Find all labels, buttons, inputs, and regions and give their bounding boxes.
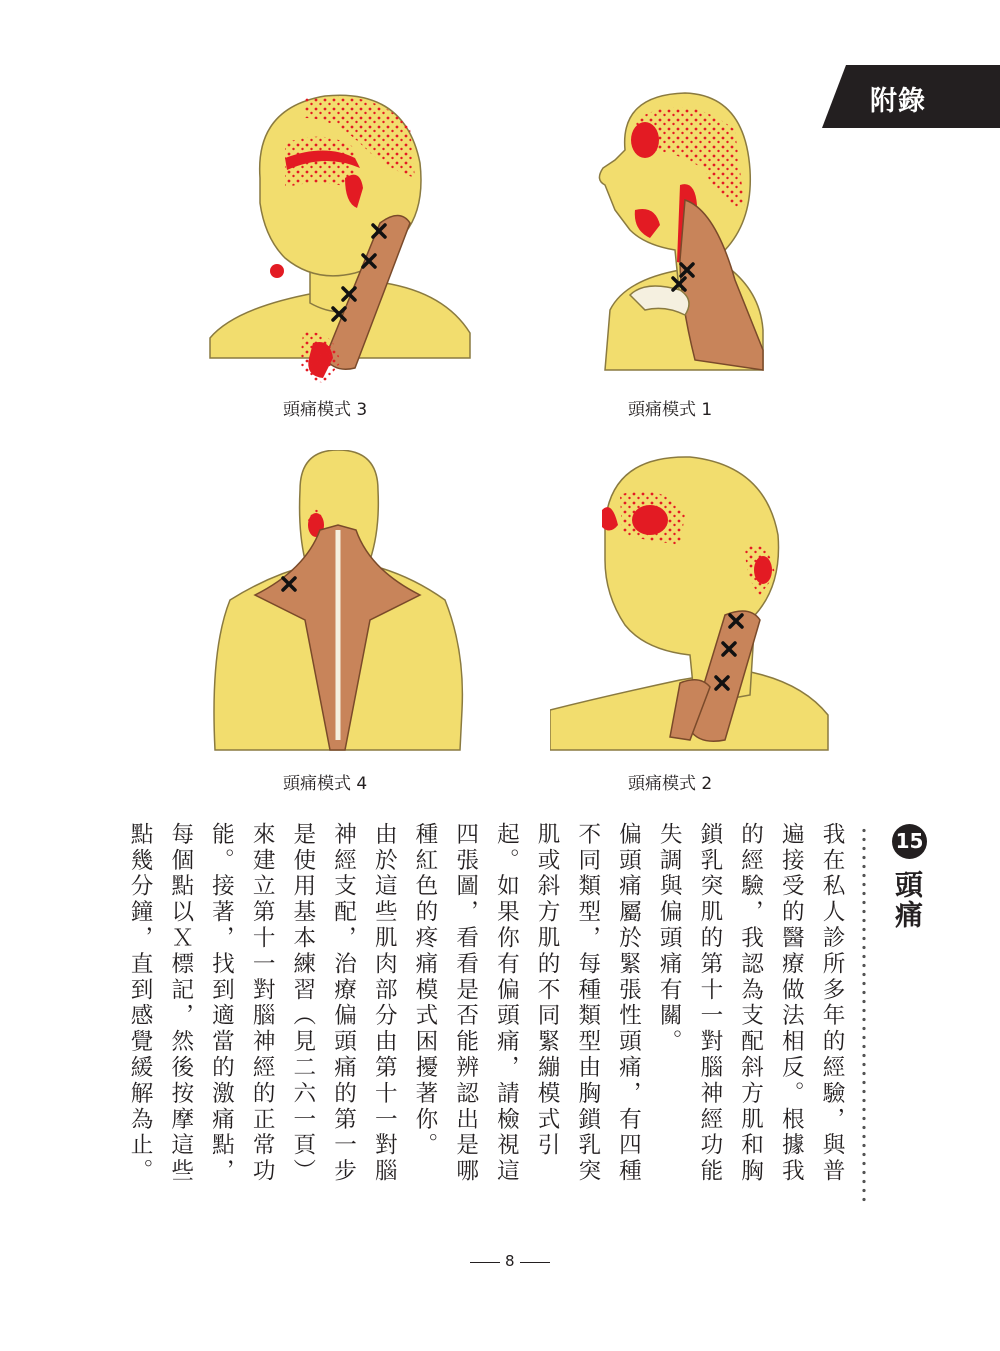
section-title: 頭痛 [891, 870, 924, 930]
appendix-tab [822, 65, 1000, 128]
figure-caption-pattern-1: 頭痛模式 1 [628, 400, 713, 420]
paragraph-1: 我在私人診所多年的經驗，與普遍接受的醫療做法相反。根據我的經驗，我認為支配斜方肌和胸鎖乳突肌的第十一對腦神經功能失調與偏頭痛有關。 [656, 822, 845, 1185]
headache-pattern-3-illustration [205, 88, 475, 383]
page-number-rule-left [470, 1262, 500, 1263]
dotted-divider [862, 826, 866, 1204]
figure-caption-pattern-4: 頭痛模式 4 [283, 774, 368, 794]
headache-pattern-4-illustration [210, 450, 465, 755]
paragraph-3: 由於這些肌肉部分由第十一對腦神經支配，治療偏頭痛的第一步是使用基本練習（見二六一頁）來建立第十一對腦神經的正常功能。接著，找到適當的激痛點，每個點以Ｘ標記，然後按摩這些點幾分鐘，直到感覺緩解為止。 [127, 822, 398, 1185]
figure-caption-pattern-3: 頭痛模式 3 [283, 400, 368, 420]
page-number [470, 1252, 550, 1272]
headache-pattern-2-illustration [550, 455, 830, 755]
page-number-rule-right [520, 1262, 550, 1263]
body-text [70, 822, 852, 1210]
headache-pattern-1-illustration [585, 90, 765, 375]
page-number-value: 8 [505, 1252, 515, 1270]
figure-caption-pattern-2: 頭痛模式 2 [628, 774, 713, 794]
appendix-tab-label: 附錄 [870, 86, 926, 117]
section-number-badge: 15 [892, 824, 927, 859]
paragraph-2: 偏頭痛屬於緊張性頭痛，有四種不同類型，每種類型由胸鎖乳突肌或斜方肌的不同緊繃模式引起。如果你有偏頭痛，請檢視這四張圖，看看是否能辨認出是哪種紅色的疼痛模式困擾著你。 [411, 822, 642, 1185]
